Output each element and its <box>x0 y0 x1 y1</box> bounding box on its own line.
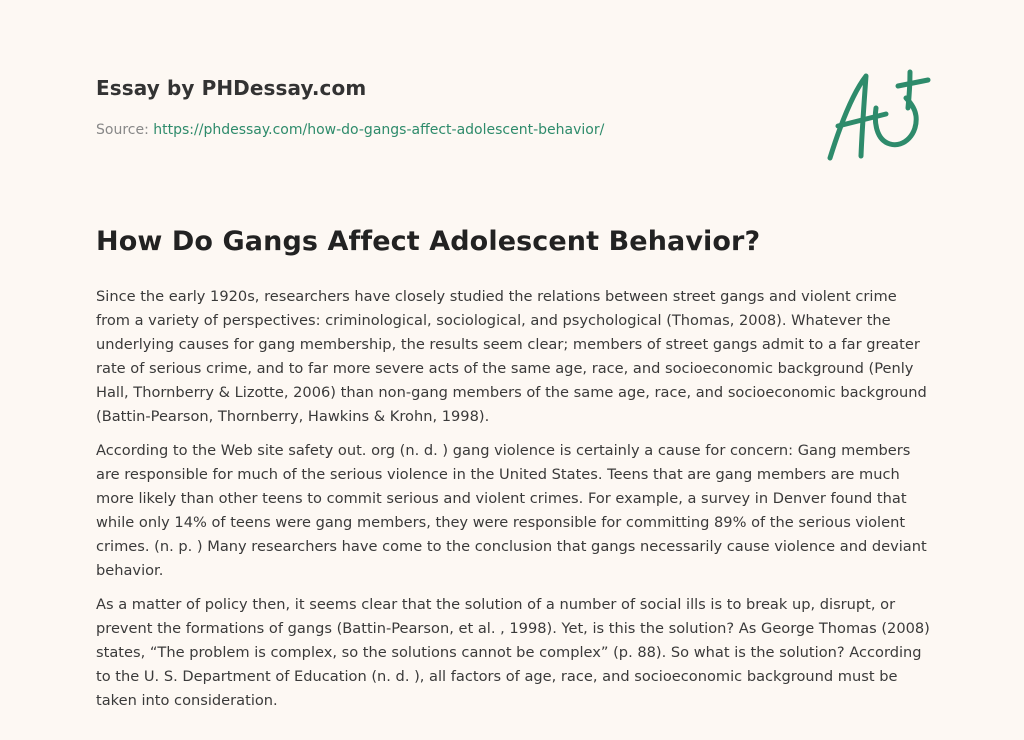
source-line <box>96 122 816 138</box>
essay-header <box>96 76 816 138</box>
essay-paragraph: Since the early 1920s, researchers have closely studied the relations between street gangs and violent crime from a variety of perspectives: criminological, sociological, and psychological (Thomas, 2008). Whatever the underlying causes for gang membership, the results seem clear; members of street gangs admit to a far greater rate of serious crime, and to far more severe acts of the same age, race, and socioeconomic background (Penly Hall, Thornberry & Lizotte, 2006) than non-gang members of the same age, race, and socioeconomic background (Battin-Pearson, Thornberry, Hawkins & Krohn, 1998). <box>96 288 927 425</box>
essay-paragraph: As a matter of policy then, it seems clear that the solution of a number of social ills is to break up, disrupt, or prevent the formations of gangs (Battin-Pearson, et al. , 1998). Yet, is this the solution? As George Thomas (2008) states, “The problem is complex, so the solutions cannot be complex” (p. 88). So what is the solution? According to the U. S. Department of Education (n. d. ), all factors of age, race, and socioeconomic background must be taken into consideration. <box>96 596 930 709</box>
site-brand: Essay by PHDessay.com <box>96 76 367 100</box>
essay-paragraph: According to the Web site safety out. org (n. d. ) gang violence is certainly a cause for concern: Gang members are responsible for much of the serious violence in the United States. Teens that are gang members are much more likely than other teens to commit serious and violent crimes. For example, a survey in Denver found that while only 14% of teens were gang members, they were responsible for committing 89% of the serious violent crimes. (n. p. ) Many researchers have come to the conclusion that gangs necessarily cause violence and deviant behavior. <box>96 442 927 579</box>
essay-title: How Do Gangs Affect Adolescent Behavior? <box>96 226 761 257</box>
source-label: Source: <box>96 122 149 138</box>
essay-body <box>96 285 930 723</box>
source-link[interactable]: https://phdessay.com/how-do-gangs-affect-adolescent-behavior/ <box>153 122 605 138</box>
a-plus-grade-icon <box>818 64 938 174</box>
